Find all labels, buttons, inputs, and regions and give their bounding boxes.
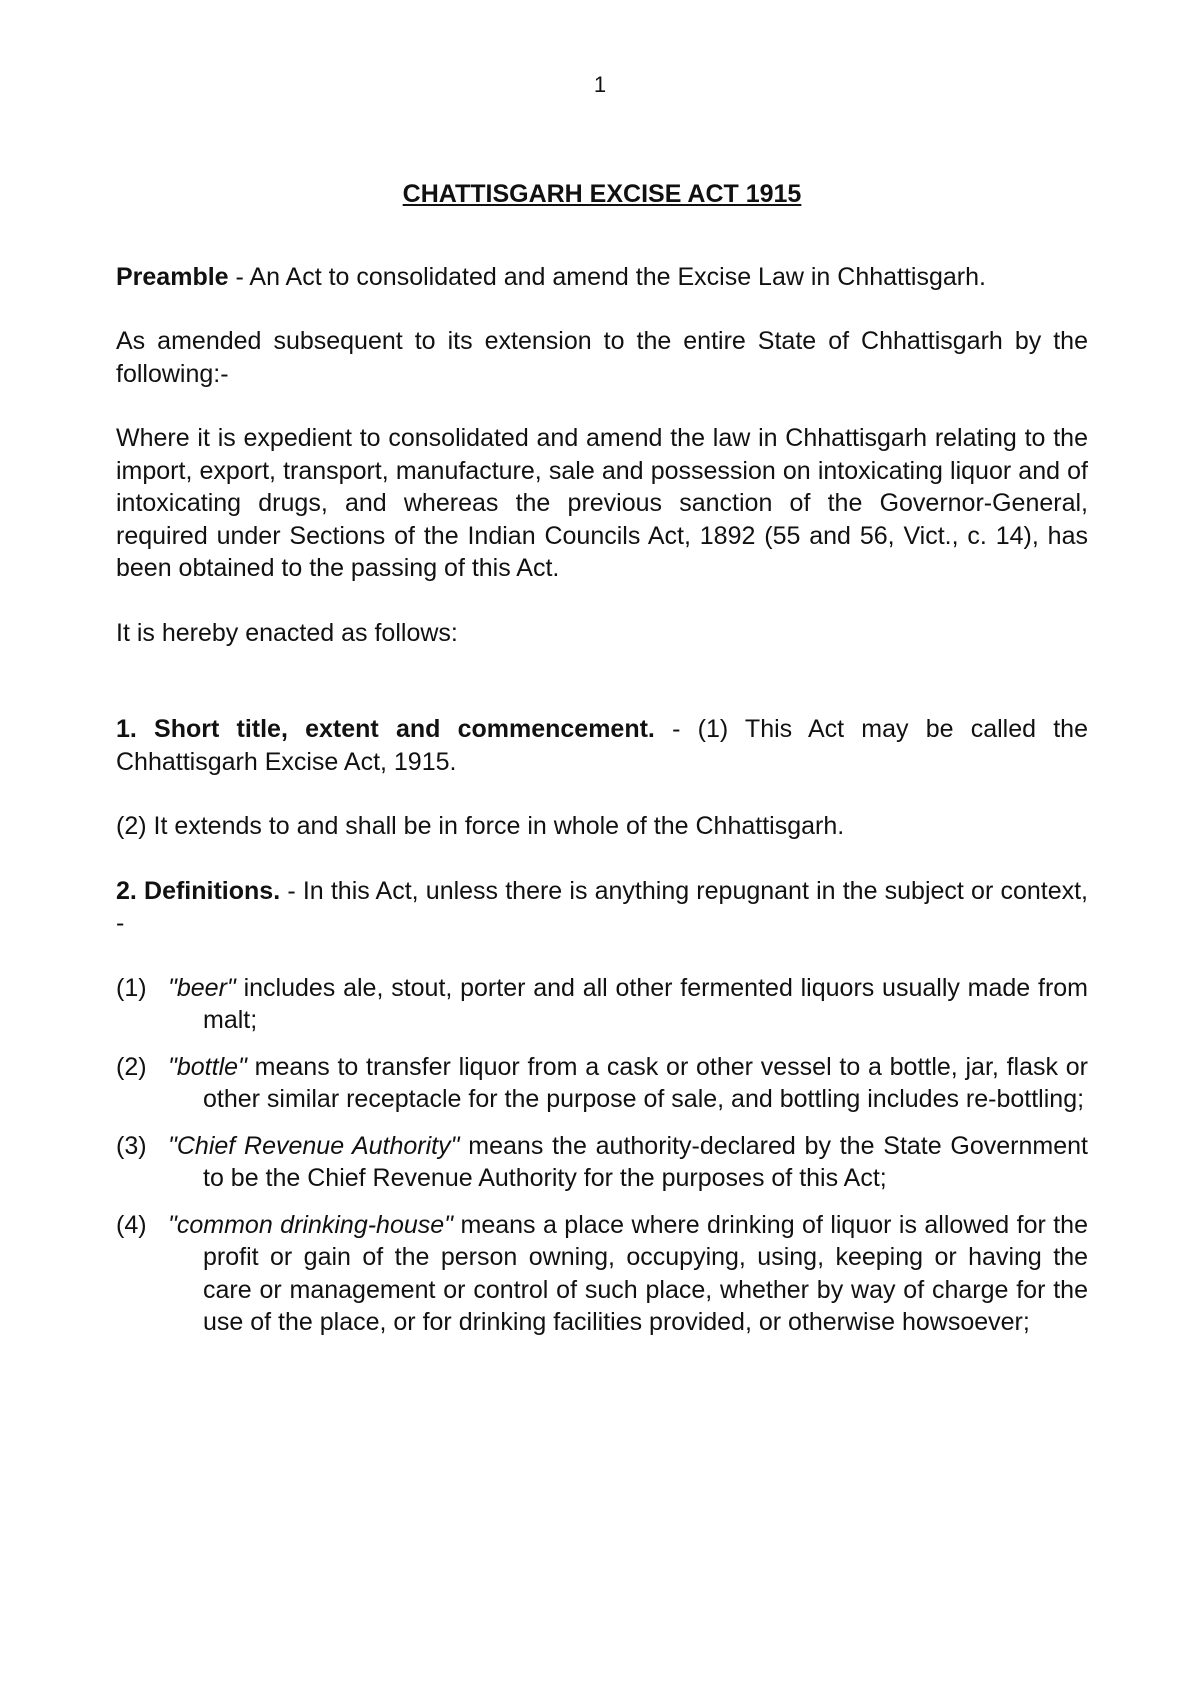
- definition-number: (2): [116, 1052, 147, 1081]
- enacted-paragraph: It is hereby enacted as follows:: [116, 618, 458, 647]
- definition-item: [116, 1051, 1088, 1116]
- page-number: 1: [593, 72, 607, 97]
- section-2-text: - In this Act, unless there is anything repugnant in the subject or context, -: [116, 876, 1088, 937]
- definition-term: "common drinking-house": [168, 1210, 454, 1239]
- definition-text: includes ale, stout, porter and all other fermented liquors usually made from malt;: [203, 973, 1088, 1034]
- definition-term: "bottle": [168, 1052, 247, 1081]
- section-2-heading: 2. Definitions.: [116, 876, 281, 905]
- section-1-paragraph: [116, 713, 1088, 778]
- section-1-text: - (1) This Act may be called the Chhattisgarh Excise Act, 1915.: [116, 715, 1088, 776]
- document-body: [116, 178, 1088, 1353]
- section-1-subsection-2: (2) It extends to and shall be in force in whole of the Chhattisgarh.: [116, 812, 845, 840]
- definition-text: means the authority-declared by the State Government to be the Chief Revenue Authority for the purposes of this Act;: [203, 1131, 1088, 1192]
- preamble-paragraph: [116, 261, 1088, 294]
- definition-item: [116, 1130, 1088, 1195]
- definition-number: (1): [116, 973, 147, 1002]
- definition-item: [116, 972, 1088, 1037]
- definition-term: "beer": [168, 973, 236, 1002]
- section-2-paragraph: [116, 875, 1088, 940]
- amended-note-paragraph: As amended subsequent to its extension to the entire State of Chhattisgarh by the following:-: [116, 327, 1088, 388]
- definition-number: (4): [116, 1210, 147, 1239]
- definition-text: means a place where drinking of liquor is allowed for the profit or gain of the person owning, occupying, using, keeping or having the care or management or control of such place, whether by way of charge for the use of the place, or for drinking facilities provided, or otherwise howsoever;: [203, 1210, 1088, 1336]
- definition-item: [116, 1209, 1088, 1339]
- definition-text: means to transfer liquor from a cask or other vessel to a bottle, jar, flask or other similar receptacle for the purpose of sale, and bottling includes re-bottling;: [203, 1052, 1088, 1113]
- section-1-heading: 1. Short title, extent and commencement.: [116, 715, 655, 743]
- preamble-text: - An Act to consolidated and amend the Excise Law in Chhattisgarh.: [228, 262, 986, 291]
- whereas-paragraph: Where it is expedient to consolidated and amend the law in Chhattisgarh relating to the import, export, transport, manufacture, sale and possession on intoxicating liquor and of intoxicating drugs, and whereas the previous sanction of the Governor-General, required under Sections of the Indian Councils Act, 1892 (55 and 56, Vict., c. 14), has been obtained to the passing of this Act.: [116, 424, 1088, 582]
- preamble-label: Preamble: [116, 262, 229, 291]
- definition-term: "Chief Revenue Authority": [168, 1131, 460, 1160]
- document-title: CHATTISGARH EXCISE ACT 1915: [402, 180, 802, 208]
- definition-number: (3): [116, 1131, 147, 1160]
